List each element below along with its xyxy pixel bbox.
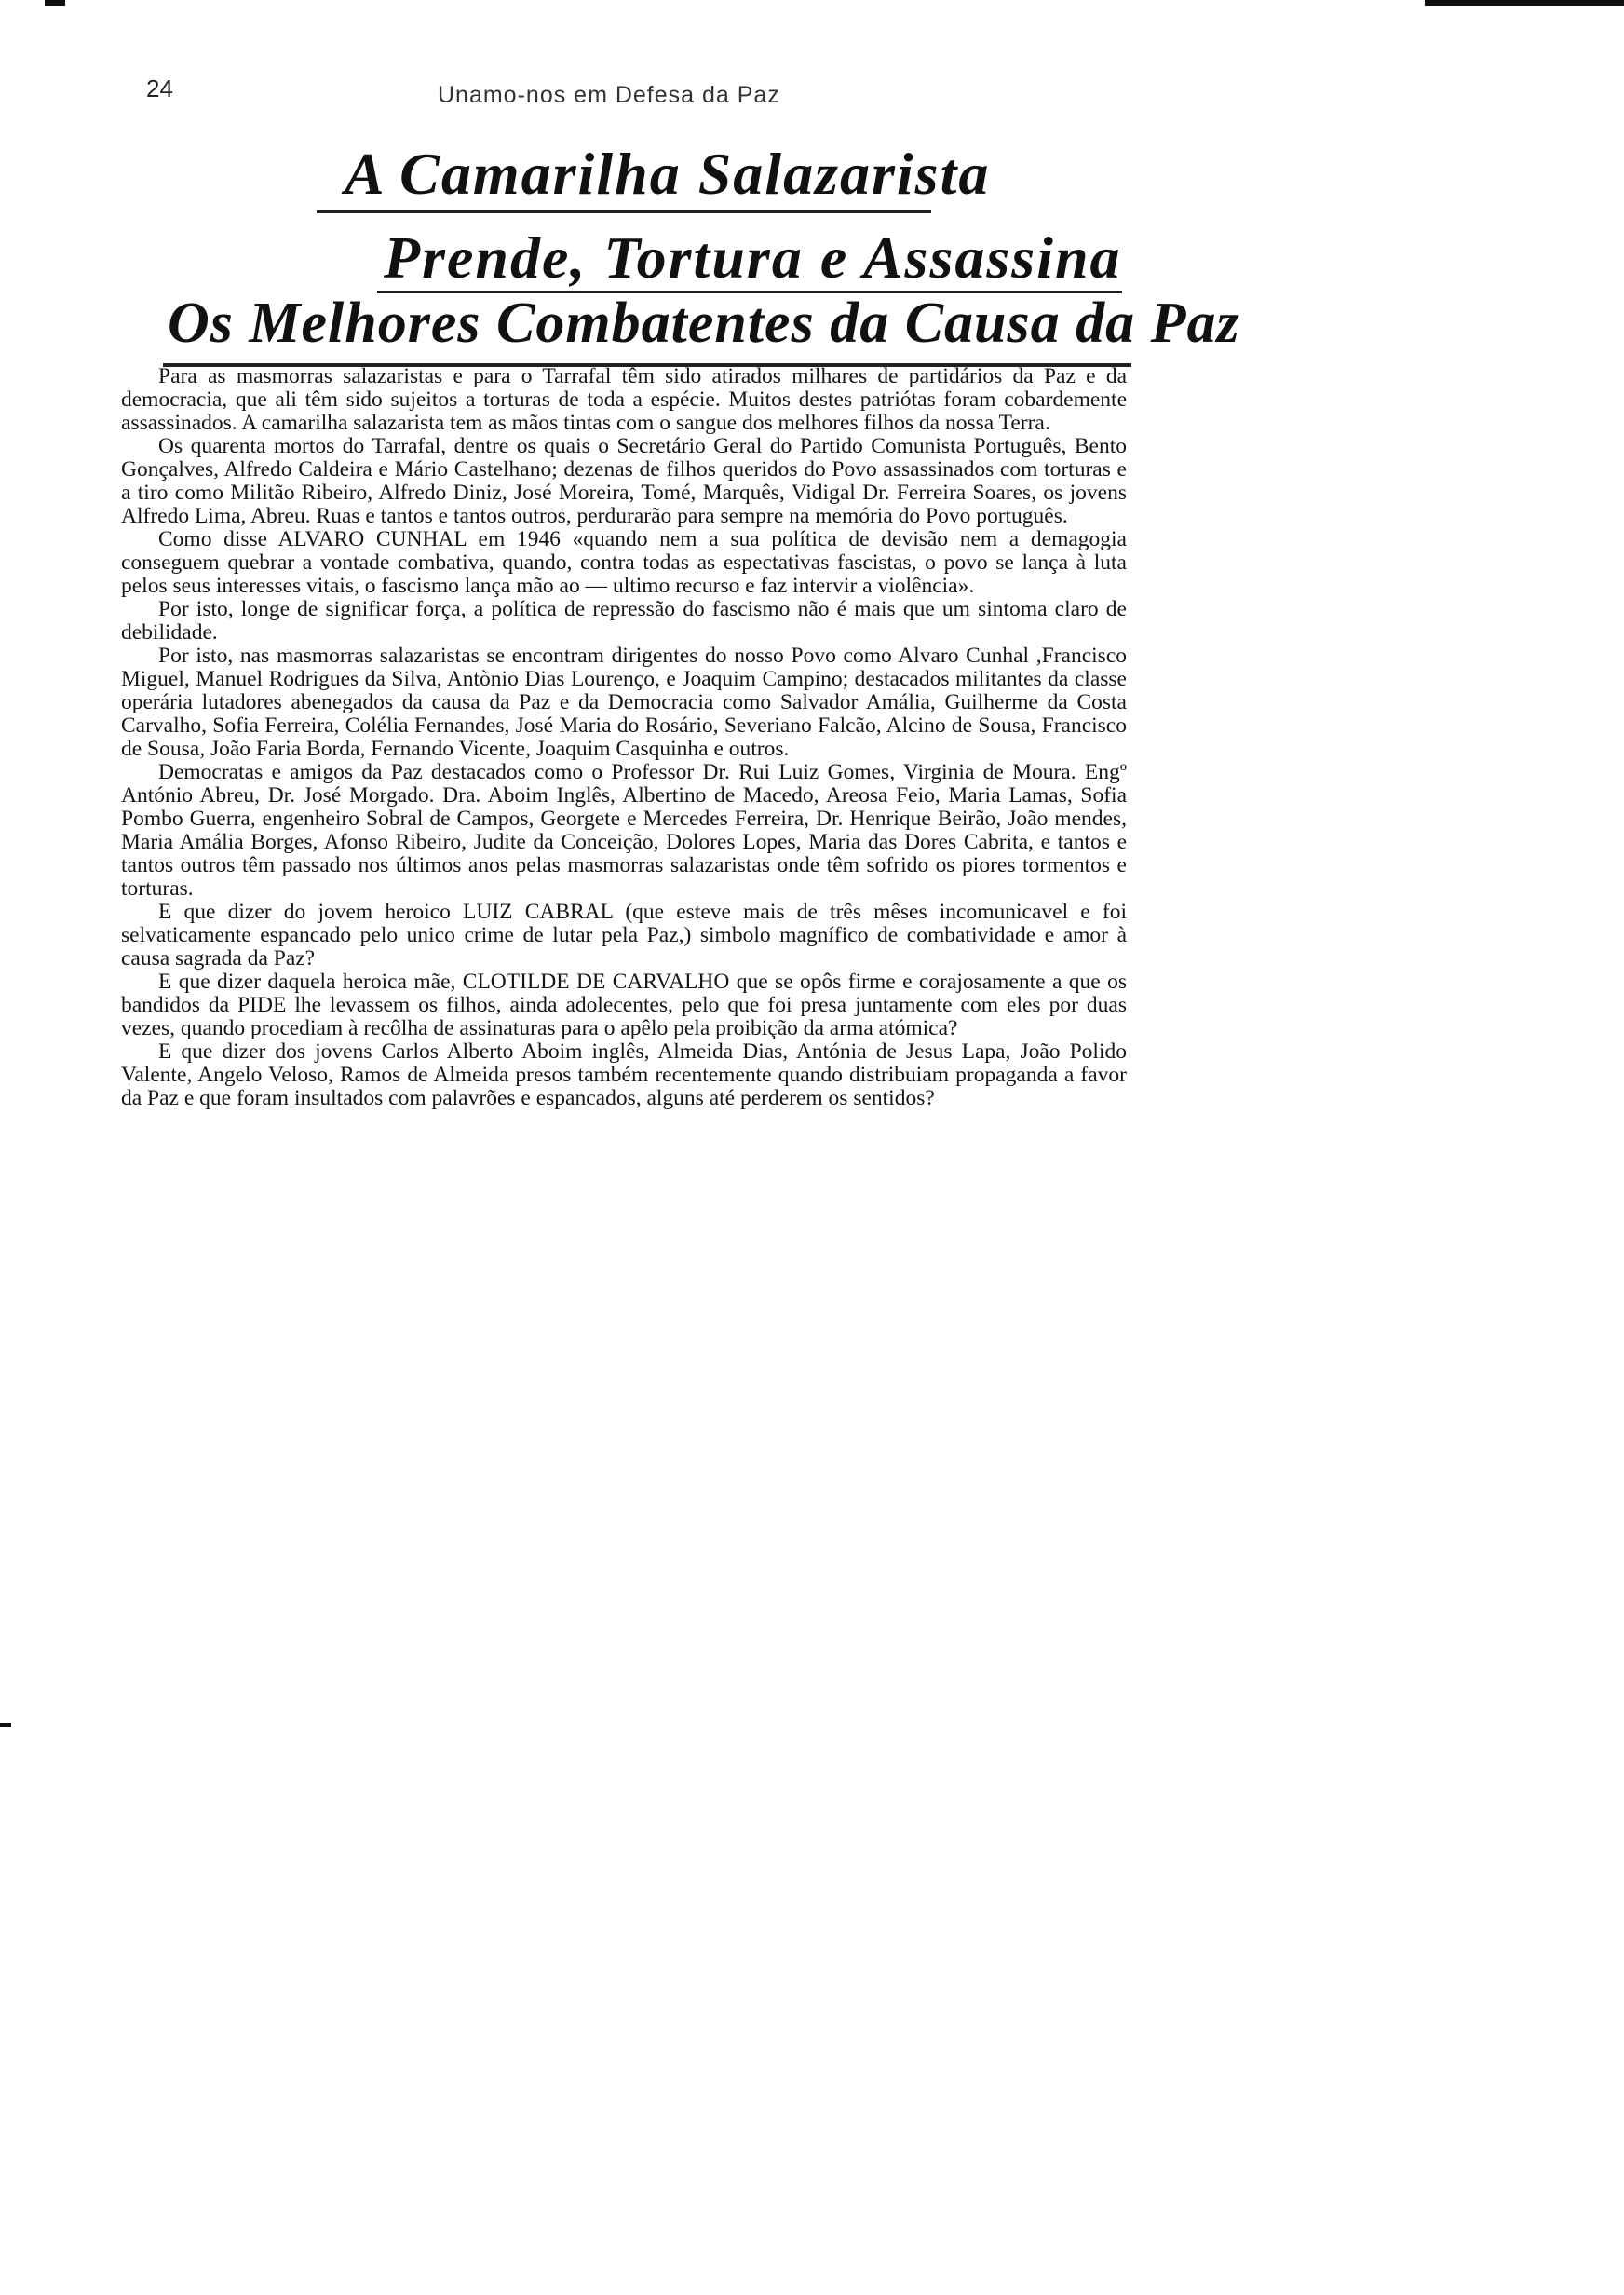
paragraph: Para as masmorras salazaristas e para o Tarrafal têm sido atirados milhares de partidários da Paz e da democracia, que ali têm sido sujeitos a torturas de toda a espécie. Muitos destes patriótas foram cobardemente assassinados. A camarilha salazarista tem as mãos tintas com o sangue dos melhores filhos da nossa Terra. (121, 364, 1127, 435)
paragraph: Por isto, longe de significar força, a política de repressão do fascismo não é mais que um sintoma claro de debilidade. (121, 597, 1127, 645)
paragraph: Os quarenta mortos do Tarrafal, dentre os quais o Secretário Geral do Partido Comunista Português, Bento Gonçalves, Alfredo Caldeira e Mário Castelhano; dezenas de filhos queridos do Povo assassinados com torturas e a tiro como Militão Ribeiro, Alfredo Diniz, José Moreira, Tomé, Marquês, Vidigal Dr. Ferreira Soares, os jovens Alfredo Lima, Abreu. Ruas e tantos e tantos outros, perdurarão para sempre na memória do Povo português. (121, 434, 1127, 528)
paragraph: E que dizer daquela heroica mãe, CLOTILDE DE CARVALHO que se opôs firme e corajosamente a que os bandidos da PIDE lhe levassem os filhos, ainda adolecentes, pelo que foi presa juntamente com eles por duas vezes, quando procediam à recôlha de assinaturas para o apêlo pela proibição da arma atómica? (121, 970, 1127, 1040)
scan-mark-left-edge (0, 1723, 11, 1727)
headline-line-3: Os Melhores Combatentes da Causa da Paz (168, 292, 1240, 355)
paragraph: Como disse ALVARO CUNHAL em 1946 «quando nem a sua política de devisão nem a demagogia conseguem quebrar a vontade combativa, quando, contra todas as espectativas fascistas, o povo se lança à luta pelos seus interesses vitais, o fascismo lança mão ao — ultimo recurso e faz intervir a violência». (121, 527, 1127, 598)
scan-mark-top-left (45, 0, 65, 6)
page-number: 24 (146, 75, 173, 102)
headline-rule-1 (317, 210, 931, 213)
article-body (121, 365, 1127, 1110)
headline-line-2: Prende, Tortura e Assassina (384, 224, 1122, 291)
paragraph: E que dizer do jovem heroico LUIZ CABRAL (que esteve mais de três mêses incomunicavel e foi selvaticamente espancado pelo unico crime de lutar pela Paz,) simbolo magnífico de combatividade e amor à causa sagrada da Paz? (121, 900, 1127, 971)
paragraph: Por isto, nas masmorras salazaristas se encontram dirigentes do nosso Povo como Alvaro Cunhal ,Francisco Miguel, Manuel Rodrigues da Silva, Antònio Dias Lourenço, e Joaquim Campino; destacados militantes da classe operária lutadores abenegados da causa da Paz e da Democracia como Salvador Amália, Guilherme da Costa Carvalho, Sofia Ferreira, Colélia Fernandes, José Maria do Rosário, Severiano Falcão, Alcino de Sousa, Francisco de Sousa, João Faria Borda, Fernando Vicente, Joaquim Casquinha e outros. (121, 644, 1127, 761)
headline-line-1: A Camarilha Salazarista (345, 141, 991, 207)
running-title: Unamo-nos em Defesa da Paz (438, 82, 780, 108)
scan-mark-top-right (1425, 0, 1624, 6)
paragraph: E que dizer dos jovens Carlos Alberto Aboim inglês, Almeida Dias, Antónia de Jesus Lapa, João Polido Valente, Angelo Veloso, Ramos de Almeida presos também recentemente quando distribuiam propaganda a favor da Paz e que foram insultados com palavrões e espancados, alguns até perderem os sentidos? (121, 1039, 1127, 1110)
paragraph: Democratas e amigos da Paz destacados como o Professor Dr. Rui Luiz Gomes, Virginia de Moura. Engº António Abreu, Dr. José Morgado. Dra. Aboim Inglês, Albertino de Macedo, Areosa Feio, Maria Lamas, Sofia Pombo Guerra, engenheiro Sobral de Campos, Georgete e Mercedes Ferreira, Dr. Henrique Beirão, João mendes, Maria Amália Borges, Afonso Ribeiro, Judite da Conceição, Dolores Lopes, Maria das Dores Cabrita, e tantos e tantos outros têm passado nos últimos anos pelas masmorras salazaristas onde têm sofrido os piores tormentos e torturas. (121, 760, 1127, 901)
